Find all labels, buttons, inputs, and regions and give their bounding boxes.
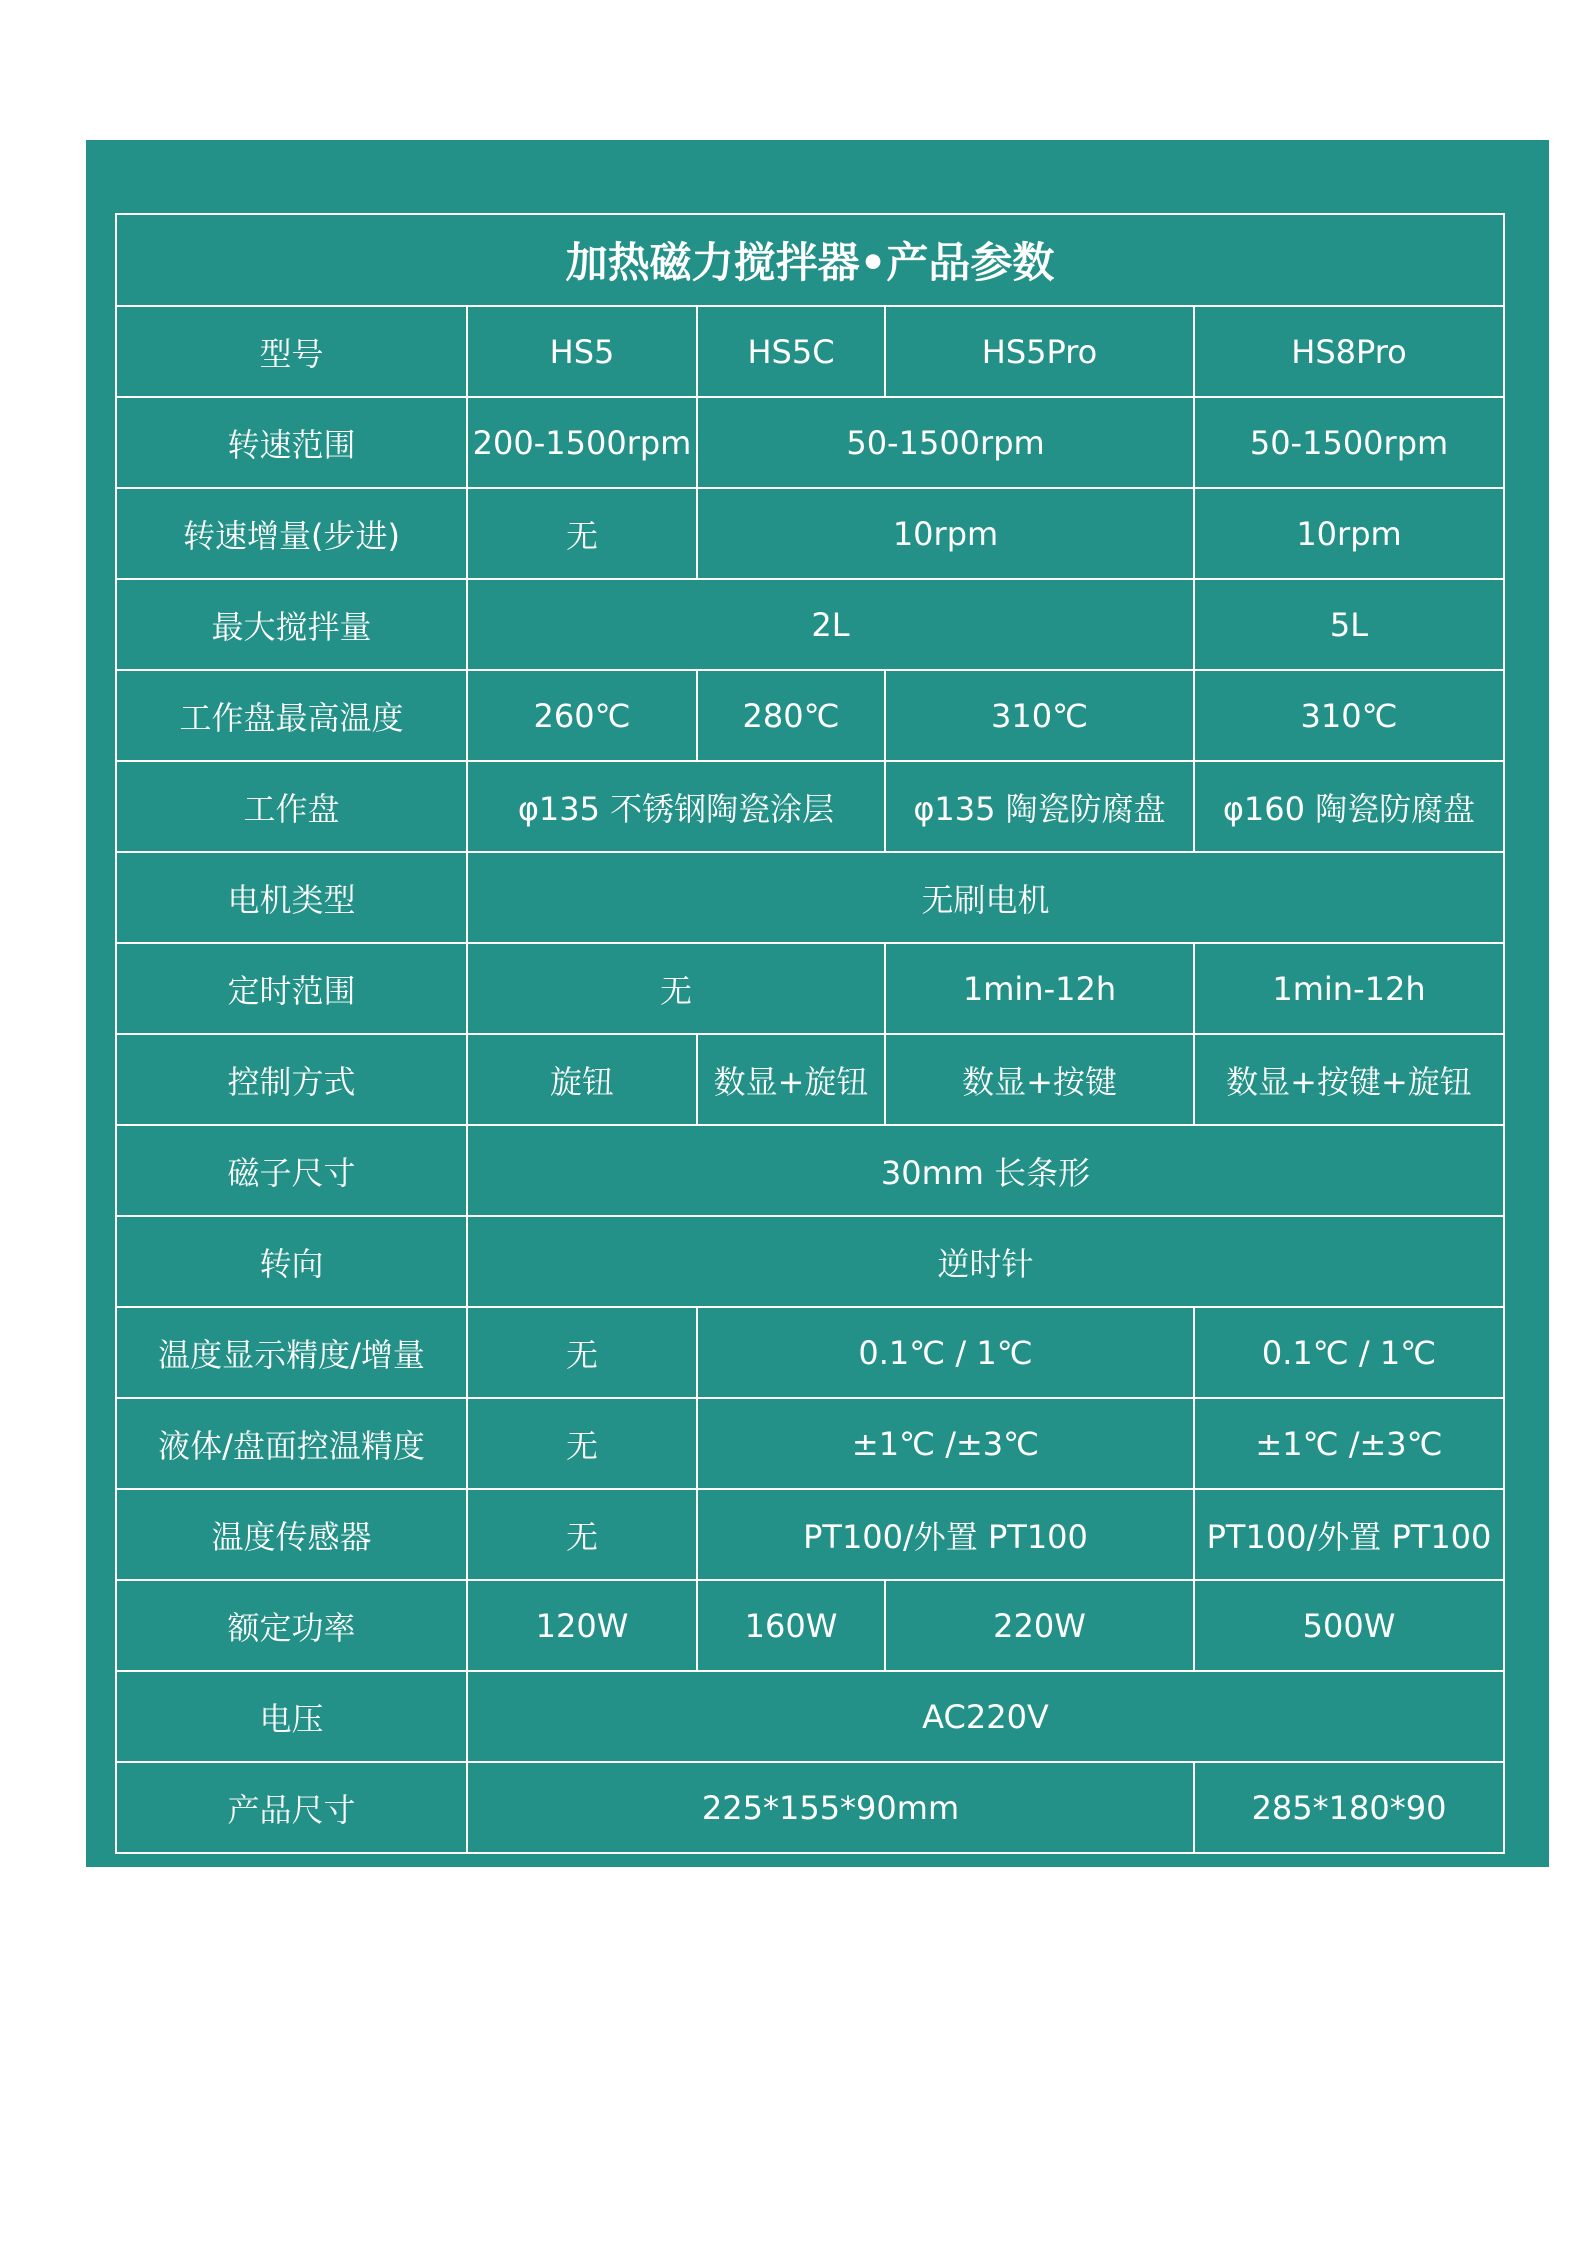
table-row bbox=[116, 761, 1504, 852]
table-row bbox=[116, 579, 1504, 670]
table-row bbox=[116, 670, 1504, 761]
row-label: 最大搅拌量 bbox=[116, 579, 467, 670]
spec-value-cell: 285*180*90 bbox=[1194, 1762, 1504, 1853]
spec-value-cell: 50-1500rpm bbox=[1194, 397, 1504, 488]
spec-value-cell: φ135 陶瓷防腐盘 bbox=[885, 761, 1194, 852]
spec-value-cell: 5L bbox=[1194, 579, 1504, 670]
spec-value-cell: 逆时针 bbox=[467, 1216, 1504, 1307]
row-label: 额定功率 bbox=[116, 1580, 467, 1671]
row-label: 型号 bbox=[116, 306, 467, 397]
table-row bbox=[116, 1216, 1504, 1307]
table-row bbox=[116, 1671, 1504, 1762]
spec-value-cell: 1min-12h bbox=[885, 943, 1194, 1034]
spec-value-cell: 260℃ bbox=[467, 670, 697, 761]
row-label: 转速范围 bbox=[116, 397, 467, 488]
spec-value-cell: 280℃ bbox=[697, 670, 885, 761]
spec-value-cell: 数显+按键 bbox=[885, 1034, 1194, 1125]
spec-value-cell: PT100/外置 PT100 bbox=[697, 1489, 1194, 1580]
spec-value-cell: 310℃ bbox=[1194, 670, 1504, 761]
spec-value-cell: 50-1500rpm bbox=[697, 397, 1194, 488]
spec-value-cell: 无 bbox=[467, 1307, 697, 1398]
spec-value-cell: 无 bbox=[467, 488, 697, 579]
table-row bbox=[116, 1762, 1504, 1853]
spec-value-cell: HS8Pro bbox=[1194, 306, 1504, 397]
row-label: 液体/盘面控温精度 bbox=[116, 1398, 467, 1489]
table-row bbox=[116, 1398, 1504, 1489]
row-label: 磁子尺寸 bbox=[116, 1125, 467, 1216]
table-row bbox=[116, 1580, 1504, 1671]
row-label: 转速增量(步进) bbox=[116, 488, 467, 579]
spec-value-cell: 310℃ bbox=[885, 670, 1194, 761]
spec-value-cell: φ135 不锈钢陶瓷涂层 bbox=[467, 761, 885, 852]
row-label: 电机类型 bbox=[116, 852, 467, 943]
row-label: 温度显示精度/增量 bbox=[116, 1307, 467, 1398]
spec-value-cell: 120W bbox=[467, 1580, 697, 1671]
spec-value-cell: 30mm 长条形 bbox=[467, 1125, 1504, 1216]
spec-value-cell: ±1℃ /±3℃ bbox=[1194, 1398, 1504, 1489]
spec-value-cell: 225*155*90mm bbox=[467, 1762, 1194, 1853]
row-label: 转向 bbox=[116, 1216, 467, 1307]
table-row bbox=[116, 852, 1504, 943]
row-label: 工作盘最高温度 bbox=[116, 670, 467, 761]
row-label: 产品尺寸 bbox=[116, 1762, 467, 1853]
spec-value-cell: 500W bbox=[1194, 1580, 1504, 1671]
spec-value-cell: 无刷电机 bbox=[467, 852, 1504, 943]
table-row bbox=[116, 488, 1504, 579]
table-title: 加热磁力搅拌器•产品参数 bbox=[116, 214, 1504, 306]
spec-value-cell: 0.1℃ / 1℃ bbox=[697, 1307, 1194, 1398]
spec-value-cell: AC220V bbox=[467, 1671, 1504, 1762]
spec-value-cell: 160W bbox=[697, 1580, 885, 1671]
spec-value-cell: 无 bbox=[467, 1398, 697, 1489]
table-row bbox=[116, 397, 1504, 488]
row-label: 定时范围 bbox=[116, 943, 467, 1034]
spec-value-cell: 数显+旋钮 bbox=[697, 1034, 885, 1125]
title-row bbox=[116, 214, 1504, 306]
spec-value-cell: 数显+按键+旋钮 bbox=[1194, 1034, 1504, 1125]
row-label: 电压 bbox=[116, 1671, 467, 1762]
spec-value-cell: φ160 陶瓷防腐盘 bbox=[1194, 761, 1504, 852]
spec-value-cell: 旋钮 bbox=[467, 1034, 697, 1125]
spec-value-cell: HS5 bbox=[467, 306, 697, 397]
table-row bbox=[116, 1125, 1504, 1216]
spec-value-cell: 1min-12h bbox=[1194, 943, 1504, 1034]
spec-value-cell: 200-1500rpm bbox=[467, 397, 697, 488]
spec-value-cell: HS5C bbox=[697, 306, 885, 397]
table-row bbox=[116, 943, 1504, 1034]
table-row bbox=[116, 306, 1504, 397]
spec-value-cell: 0.1℃ / 1℃ bbox=[1194, 1307, 1504, 1398]
spec-value-cell: 无 bbox=[467, 1489, 697, 1580]
row-label: 工作盘 bbox=[116, 761, 467, 852]
spec-value-cell: 10rpm bbox=[1194, 488, 1504, 579]
spec-value-cell: PT100/外置 PT100 bbox=[1194, 1489, 1504, 1580]
spec-value-cell: 220W bbox=[885, 1580, 1194, 1671]
table-row bbox=[116, 1034, 1504, 1125]
row-label: 温度传感器 bbox=[116, 1489, 467, 1580]
spec-value-cell: HS5Pro bbox=[885, 306, 1194, 397]
row-label: 控制方式 bbox=[116, 1034, 467, 1125]
spec-value-cell: 2L bbox=[467, 579, 1194, 670]
spec-value-cell: ±1℃ /±3℃ bbox=[697, 1398, 1194, 1489]
spec-table bbox=[115, 213, 1505, 1854]
table-row bbox=[116, 1307, 1504, 1398]
spec-value-cell: 无 bbox=[467, 943, 885, 1034]
spec-value-cell: 10rpm bbox=[697, 488, 1194, 579]
table-row bbox=[116, 1489, 1504, 1580]
